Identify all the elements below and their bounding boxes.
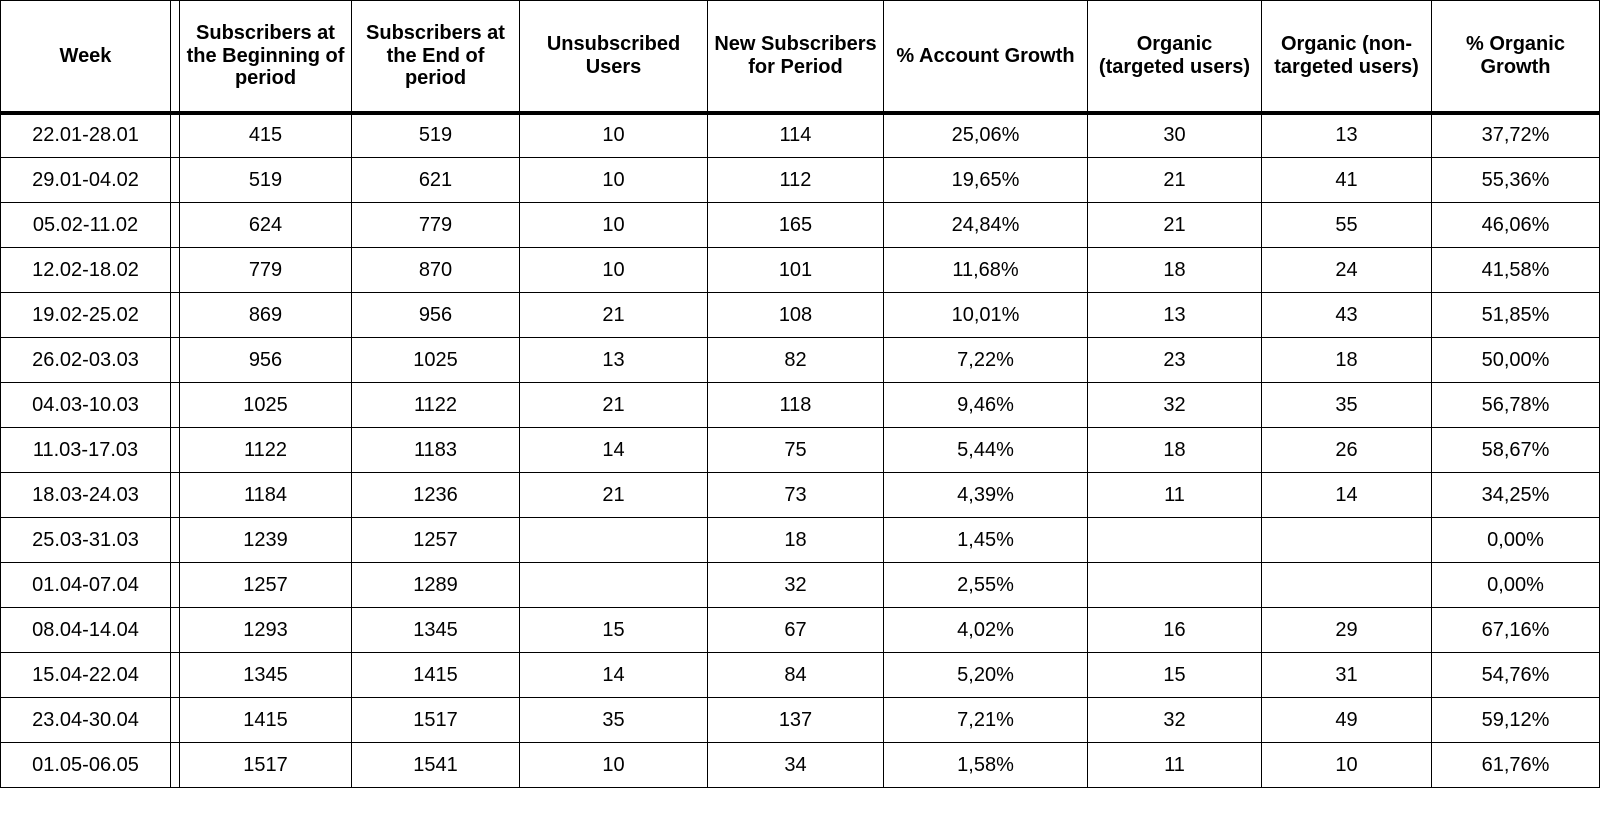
- cell-account-growth[interactable]: 11,68%: [884, 248, 1088, 293]
- cell-organic-nontargeted[interactable]: 43: [1262, 293, 1432, 338]
- frozen-pane-divider: [171, 518, 180, 563]
- cell-account-growth[interactable]: 5,44%: [884, 428, 1088, 473]
- cell-subscribers-begin[interactable]: 415: [180, 113, 352, 158]
- cell-organic-growth[interactable]: 67,16%: [1432, 608, 1600, 653]
- cell-organic-growth[interactable]: 56,78%: [1432, 383, 1600, 428]
- cell-new-subscribers[interactable]: 108: [708, 293, 884, 338]
- cell-week[interactable]: 15.04-22.04: [1, 653, 171, 698]
- frozen-pane-divider: [171, 203, 180, 248]
- frozen-pane-divider: [171, 473, 180, 518]
- cell-week[interactable]: 01.04-07.04: [1, 563, 171, 608]
- cell-organic-growth[interactable]: 41,58%: [1432, 248, 1600, 293]
- cell-organic-growth[interactable]: 59,12%: [1432, 698, 1600, 743]
- cell-subscribers-begin[interactable]: 1184: [180, 473, 352, 518]
- cell-week[interactable]: 04.03-10.03: [1, 383, 171, 428]
- cell-organic-nontargeted[interactable]: 29: [1262, 608, 1432, 653]
- cell-organic-targeted[interactable]: 30: [1088, 113, 1262, 158]
- cell-unsubscribed[interactable]: 10: [520, 158, 708, 203]
- cell-subscribers-end[interactable]: 1122: [352, 383, 520, 428]
- cell-unsubscribed[interactable]: 10: [520, 113, 708, 158]
- cell-subscribers-end[interactable]: 1415: [352, 653, 520, 698]
- column-header-organic-growth[interactable]: % Organic Growth: [1432, 1, 1600, 113]
- cell-account-growth[interactable]: 4,02%: [884, 608, 1088, 653]
- table-row: [1, 428, 1600, 473]
- cell-organic-nontargeted[interactable]: 24: [1262, 248, 1432, 293]
- cell-subscribers-begin[interactable]: 1122: [180, 428, 352, 473]
- cell-organic-growth[interactable]: 61,76%: [1432, 743, 1600, 788]
- cell-organic-targeted[interactable]: 13: [1088, 293, 1262, 338]
- table-row: [1, 248, 1600, 293]
- cell-week[interactable]: 18.03-24.03: [1, 473, 171, 518]
- cell-subscribers-end[interactable]: 956: [352, 293, 520, 338]
- cell-organic-targeted[interactable]: 18: [1088, 428, 1262, 473]
- cell-subscribers-begin[interactable]: 624: [180, 203, 352, 248]
- cell-week[interactable]: 23.04-30.04: [1, 698, 171, 743]
- cell-organic-targeted[interactable]: 11: [1088, 743, 1262, 788]
- column-header-subscribers-begin[interactable]: Subscribers at the Beginning of period: [180, 1, 352, 113]
- cell-organic-targeted[interactable]: 21: [1088, 203, 1262, 248]
- frozen-pane-divider: [171, 428, 180, 473]
- cell-organic-growth[interactable]: 34,25%: [1432, 473, 1600, 518]
- cell-subscribers-end[interactable]: 621: [352, 158, 520, 203]
- cell-organic-nontargeted[interactable]: 41: [1262, 158, 1432, 203]
- frozen-pane-divider: [171, 608, 180, 653]
- cell-new-subscribers[interactable]: 32: [708, 563, 884, 608]
- table-body: [1, 113, 1600, 788]
- cell-organic-nontargeted[interactable]: 35: [1262, 383, 1432, 428]
- cell-subscribers-end[interactable]: 519: [352, 113, 520, 158]
- cell-organic-growth[interactable]: 50,00%: [1432, 338, 1600, 383]
- column-header-week[interactable]: Week: [1, 1, 171, 113]
- frozen-pane-divider: [171, 743, 180, 788]
- table-row: [1, 293, 1600, 338]
- cell-organic-targeted[interactable]: 32: [1088, 383, 1262, 428]
- cell-new-subscribers[interactable]: 73: [708, 473, 884, 518]
- cell-account-growth[interactable]: 7,22%: [884, 338, 1088, 383]
- frozen-pane-divider: [171, 563, 180, 608]
- cell-organic-nontargeted[interactable]: 31: [1262, 653, 1432, 698]
- cell-new-subscribers[interactable]: 112: [708, 158, 884, 203]
- frozen-pane-divider: [171, 158, 180, 203]
- cell-unsubscribed[interactable]: 21: [520, 473, 708, 518]
- cell-organic-targeted[interactable]: 21: [1088, 158, 1262, 203]
- cell-organic-targeted[interactable]: 15: [1088, 653, 1262, 698]
- cell-new-subscribers[interactable]: 82: [708, 338, 884, 383]
- frozen-pane-divider: [171, 338, 180, 383]
- cell-organic-nontargeted[interactable]: 55: [1262, 203, 1432, 248]
- table-row: [1, 203, 1600, 248]
- cell-subscribers-end[interactable]: 1025: [352, 338, 520, 383]
- table-row: [1, 473, 1600, 518]
- cell-subscribers-begin[interactable]: 869: [180, 293, 352, 338]
- cell-subscribers-begin[interactable]: 779: [180, 248, 352, 293]
- cell-organic-growth[interactable]: 55,36%: [1432, 158, 1600, 203]
- table-row: [1, 653, 1600, 698]
- cell-unsubscribed[interactable]: 10: [520, 248, 708, 293]
- frozen-pane-divider: [171, 653, 180, 698]
- cell-week[interactable]: 12.02-18.02: [1, 248, 171, 293]
- cell-subscribers-begin[interactable]: 1239: [180, 518, 352, 563]
- cell-organic-nontargeted[interactable]: 14: [1262, 473, 1432, 518]
- frozen-pane-divider: [171, 248, 180, 293]
- cell-new-subscribers[interactable]: 101: [708, 248, 884, 293]
- cell-account-growth[interactable]: 9,46%: [884, 383, 1088, 428]
- cell-unsubscribed[interactable]: 10: [520, 203, 708, 248]
- cell-unsubscribed[interactable]: 10: [520, 743, 708, 788]
- cell-organic-nontargeted[interactable]: 13: [1262, 113, 1432, 158]
- table-row: [1, 743, 1600, 788]
- cell-week[interactable]: 19.02-25.02: [1, 293, 171, 338]
- frozen-pane-divider: [171, 113, 180, 158]
- frozen-pane-divider: [171, 1, 180, 113]
- cell-new-subscribers[interactable]: 114: [708, 113, 884, 158]
- table-row: [1, 518, 1600, 563]
- cell-organic-nontargeted[interactable]: 26: [1262, 428, 1432, 473]
- cell-unsubscribed[interactable]: 15: [520, 608, 708, 653]
- column-header-account-growth[interactable]: % Account Growth: [884, 1, 1088, 113]
- cell-organic-targeted[interactable]: [1088, 518, 1262, 563]
- cell-unsubscribed[interactable]: 14: [520, 428, 708, 473]
- cell-week[interactable]: 26.02-03.03: [1, 338, 171, 383]
- cell-account-growth[interactable]: 1,45%: [884, 518, 1088, 563]
- cell-account-growth[interactable]: 5,20%: [884, 653, 1088, 698]
- cell-unsubscribed[interactable]: 13: [520, 338, 708, 383]
- cell-account-growth[interactable]: 4,39%: [884, 473, 1088, 518]
- cell-subscribers-begin[interactable]: 1345: [180, 653, 352, 698]
- cell-subscribers-begin[interactable]: 956: [180, 338, 352, 383]
- cell-subscribers-end[interactable]: 870: [352, 248, 520, 293]
- cell-week[interactable]: 05.02-11.02: [1, 203, 171, 248]
- cell-subscribers-begin[interactable]: 1025: [180, 383, 352, 428]
- cell-week[interactable]: 08.04-14.04: [1, 608, 171, 653]
- cell-account-growth[interactable]: 1,58%: [884, 743, 1088, 788]
- cell-organic-growth[interactable]: 0,00%: [1432, 518, 1600, 563]
- cell-subscribers-begin[interactable]: 1293: [180, 608, 352, 653]
- cell-organic-targeted[interactable]: 11: [1088, 473, 1262, 518]
- cell-unsubscribed[interactable]: 35: [520, 698, 708, 743]
- frozen-pane-divider: [171, 698, 180, 743]
- cell-subscribers-end[interactable]: 1517: [352, 698, 520, 743]
- cell-organic-targeted[interactable]: 18: [1088, 248, 1262, 293]
- cell-new-subscribers[interactable]: 118: [708, 383, 884, 428]
- cell-organic-targeted[interactable]: [1088, 563, 1262, 608]
- cell-week[interactable]: 01.05-06.05: [1, 743, 171, 788]
- cell-subscribers-end[interactable]: 1345: [352, 608, 520, 653]
- cell-organic-growth[interactable]: 46,06%: [1432, 203, 1600, 248]
- column-header-subscribers-end[interactable]: Subscribers at the End of period: [352, 1, 520, 113]
- cell-week[interactable]: 29.01-04.02: [1, 158, 171, 203]
- cell-week[interactable]: 11.03-17.03: [1, 428, 171, 473]
- cell-organic-targeted[interactable]: 16: [1088, 608, 1262, 653]
- header-row: [1, 1, 1600, 113]
- cell-organic-nontargeted[interactable]: 18: [1262, 338, 1432, 383]
- table-row: [1, 158, 1600, 203]
- cell-subscribers-end[interactable]: 1183: [352, 428, 520, 473]
- cell-unsubscribed[interactable]: 21: [520, 293, 708, 338]
- column-header-new-subscribers[interactable]: New Subscribers for Period: [708, 1, 884, 113]
- cell-account-growth[interactable]: 7,21%: [884, 698, 1088, 743]
- cell-subscribers-begin[interactable]: 1415: [180, 698, 352, 743]
- frozen-pane-divider: [171, 383, 180, 428]
- table-row: [1, 338, 1600, 383]
- cell-subscribers-end[interactable]: 1541: [352, 743, 520, 788]
- cell-subscribers-end[interactable]: 1236: [352, 473, 520, 518]
- cell-unsubscribed[interactable]: [520, 563, 708, 608]
- table-row: [1, 563, 1600, 608]
- table-row: [1, 113, 1600, 158]
- cell-organic-growth[interactable]: 58,67%: [1432, 428, 1600, 473]
- cell-subscribers-begin[interactable]: 1517: [180, 743, 352, 788]
- cell-new-subscribers[interactable]: 18: [708, 518, 884, 563]
- column-header-unsubscribed[interactable]: Unsubscribed Users: [520, 1, 708, 113]
- table-row: [1, 698, 1600, 743]
- cell-unsubscribed[interactable]: [520, 518, 708, 563]
- cell-organic-nontargeted[interactable]: [1262, 518, 1432, 563]
- cell-account-growth[interactable]: 25,06%: [884, 113, 1088, 158]
- frozen-pane-divider: [171, 293, 180, 338]
- column-header-organic-nontargeted[interactable]: Organic (non-targeted users): [1262, 1, 1432, 113]
- cell-new-subscribers[interactable]: 84: [708, 653, 884, 698]
- cell-week[interactable]: 25.03-31.03: [1, 518, 171, 563]
- cell-organic-growth[interactable]: 51,85%: [1432, 293, 1600, 338]
- cell-subscribers-end[interactable]: 1289: [352, 563, 520, 608]
- cell-account-growth[interactable]: 10,01%: [884, 293, 1088, 338]
- cell-subscribers-begin[interactable]: 1257: [180, 563, 352, 608]
- cell-organic-growth[interactable]: 0,00%: [1432, 563, 1600, 608]
- cell-organic-growth[interactable]: 37,72%: [1432, 113, 1600, 158]
- table-row: [1, 608, 1600, 653]
- column-header-organic-targeted[interactable]: Organic (targeted users): [1088, 1, 1262, 113]
- cell-unsubscribed[interactable]: 14: [520, 653, 708, 698]
- table-row: [1, 383, 1600, 428]
- cell-subscribers-end[interactable]: 1257: [352, 518, 520, 563]
- cell-organic-growth[interactable]: 54,76%: [1432, 653, 1600, 698]
- cell-account-growth[interactable]: 24,84%: [884, 203, 1088, 248]
- cell-new-subscribers[interactable]: 75: [708, 428, 884, 473]
- cell-new-subscribers[interactable]: 34: [708, 743, 884, 788]
- cell-week[interactable]: 22.01-28.01: [1, 113, 171, 158]
- table-header: [1, 1, 1600, 113]
- cell-unsubscribed[interactable]: 21: [520, 383, 708, 428]
- cell-account-growth[interactable]: 2,55%: [884, 563, 1088, 608]
- cell-subscribers-begin[interactable]: 519: [180, 158, 352, 203]
- cell-organic-targeted[interactable]: 32: [1088, 698, 1262, 743]
- cell-new-subscribers[interactable]: 137: [708, 698, 884, 743]
- cell-subscribers-end[interactable]: 779: [352, 203, 520, 248]
- cell-new-subscribers[interactable]: 165: [708, 203, 884, 248]
- cell-organic-nontargeted[interactable]: 10: [1262, 743, 1432, 788]
- cell-account-growth[interactable]: 19,65%: [884, 158, 1088, 203]
- cell-organic-targeted[interactable]: 23: [1088, 338, 1262, 383]
- cell-new-subscribers[interactable]: 67: [708, 608, 884, 653]
- cell-organic-nontargeted[interactable]: [1262, 563, 1432, 608]
- cell-organic-nontargeted[interactable]: 49: [1262, 698, 1432, 743]
